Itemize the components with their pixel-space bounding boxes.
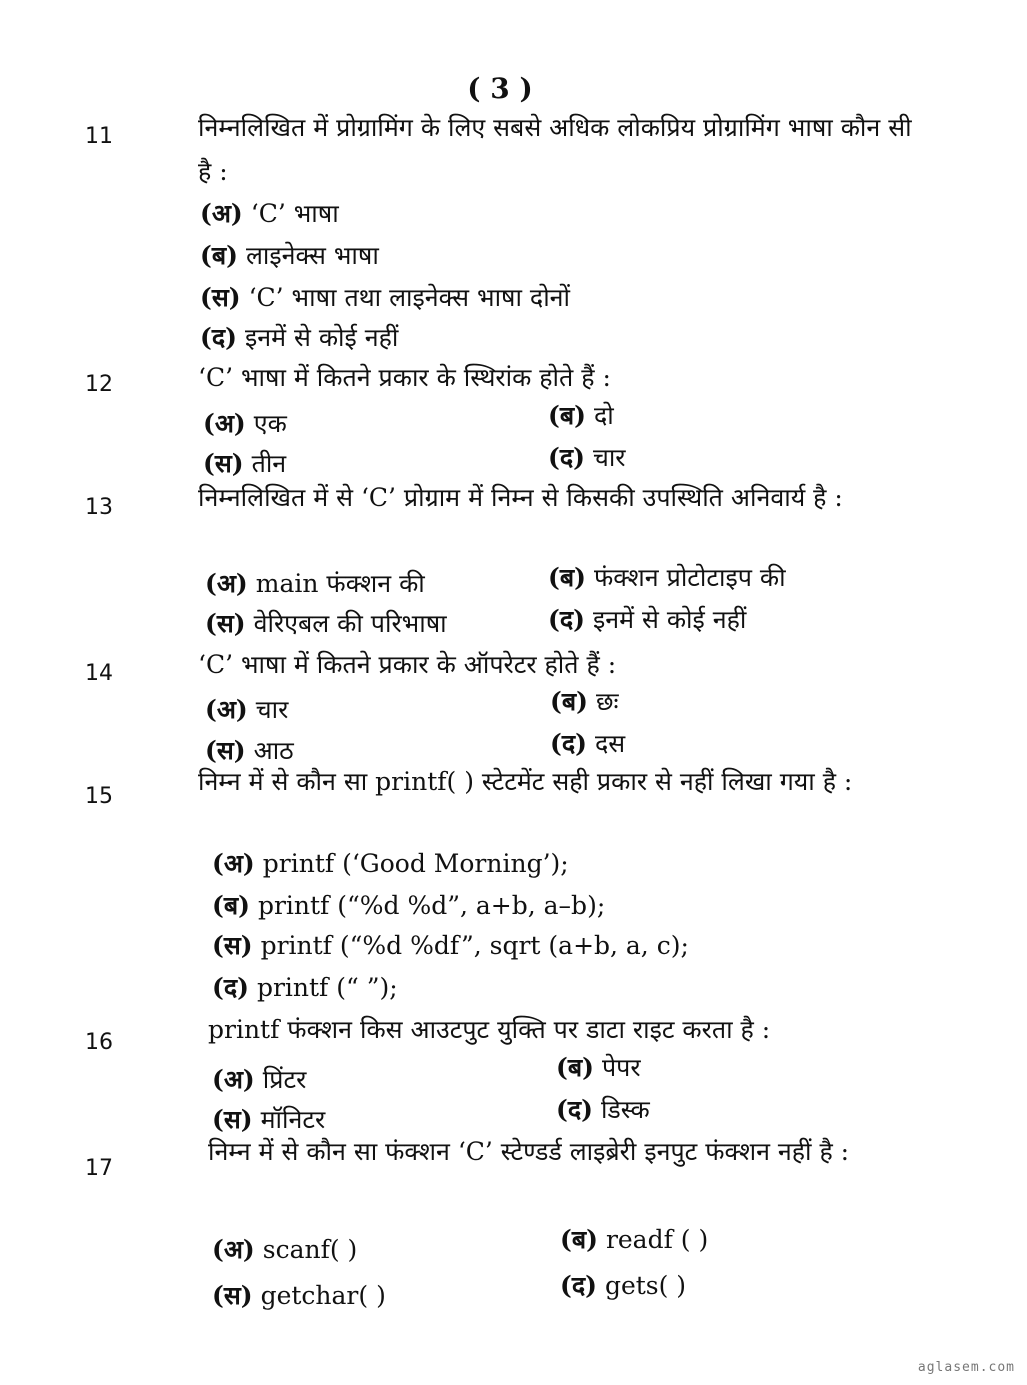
option [550, 726, 625, 760]
option [550, 684, 619, 718]
option [203, 406, 287, 440]
option-text: दो [593, 401, 614, 430]
question-number: 16 [85, 1030, 113, 1055]
option-text: मॉनिटर [260, 1105, 326, 1134]
question-text: निम्नलिखित में प्रोग्रामिंग के लिए सबसे अधिक लोकप्रिय प्रोग्रामिंग भाषा कौन सी है : [198, 113, 912, 186]
option-text: आठ [253, 736, 294, 765]
option-mark: (ब) [556, 1053, 594, 1082]
page-number: ( 3 ) [467, 72, 533, 105]
option-mark: (स) [200, 283, 241, 312]
option [212, 888, 605, 922]
option [212, 928, 689, 962]
question-number: 12 [85, 372, 113, 397]
option-text: gets( ) [604, 1271, 687, 1300]
option-text: फंक्शन प्रोटोटाइप की [593, 563, 786, 592]
option-text: वेरिएबल की परिभाषा [253, 609, 447, 638]
option-mark: (अ) [205, 695, 248, 724]
option-mark: (द) [550, 729, 587, 758]
option-mark: (द) [212, 973, 249, 1002]
option-text: main फंक्शन की [255, 569, 425, 598]
option-text: चार [592, 443, 626, 472]
option [205, 692, 288, 726]
option-mark: (स) [205, 736, 246, 765]
question-number: 14 [85, 661, 113, 686]
option-text: डिस्क [600, 1095, 650, 1124]
option-text: printf (“%d %d”, a+b, a–b); [257, 891, 606, 920]
option-text: scanf( ) [262, 1235, 358, 1264]
question-number: 15 [85, 784, 113, 809]
option-mark: (अ) [205, 569, 248, 598]
option [212, 1278, 386, 1312]
option-mark: (स) [212, 1281, 253, 1310]
option-mark: (द) [548, 605, 585, 634]
option [200, 320, 398, 354]
option [548, 398, 614, 432]
option-mark: (ब) [560, 1225, 598, 1254]
option [200, 196, 339, 230]
option-mark: (ब) [200, 241, 238, 270]
option-mark: (अ) [212, 849, 255, 878]
option [556, 1050, 641, 1084]
option [212, 1062, 306, 1096]
option-mark: (द) [200, 323, 237, 352]
question-text: printf फंक्शन किस आउटपुट युक्ति पर डाटा राइट करता है : [208, 1015, 771, 1044]
option-text: ‘C’ भाषा [250, 199, 339, 228]
option-mark: (स) [212, 1105, 253, 1134]
option [205, 606, 447, 640]
option-mark: (द) [548, 443, 585, 472]
option-mark: (ब) [548, 563, 586, 592]
option-text: printf (“%d %df”, sqrt (a+b, a, c); [260, 931, 689, 960]
option-text: पेपर [601, 1053, 641, 1082]
option-text: printf (‘Good Morning’); [262, 849, 569, 878]
option [548, 602, 746, 636]
option-text: इनमें से कोई नहीं [244, 323, 399, 352]
question-number: 11 [85, 124, 113, 149]
option-text: एक [253, 409, 287, 438]
option [212, 846, 569, 880]
option-text: प्रिंटर [262, 1065, 307, 1094]
watermark: aglasem.com [917, 1360, 1015, 1375]
option [200, 238, 379, 272]
option-mark: (अ) [212, 1065, 255, 1094]
option [212, 970, 398, 1004]
question-number: 13 [85, 495, 113, 520]
option-mark: (अ) [200, 199, 243, 228]
option-mark: (अ) [203, 409, 246, 438]
option [556, 1092, 650, 1126]
question-text: निम्न में से कौन सा printf( ) स्टेटमेंट सही प्रकार से नहीं लिखा गया है : [198, 767, 853, 796]
option-mark: (स) [212, 931, 253, 960]
option-mark: (द) [556, 1095, 593, 1124]
option-mark: (स) [205, 609, 246, 638]
question-number: 17 [85, 1156, 113, 1181]
question-text: ‘C’ भाषा में कितने प्रकार के स्थिरांक होते हैं : [198, 363, 611, 392]
option-text: चार [255, 695, 289, 724]
option [560, 1222, 708, 1256]
option [205, 566, 425, 600]
option [203, 446, 286, 480]
option [548, 560, 786, 594]
option [560, 1268, 686, 1302]
option-text: तीन [251, 449, 287, 478]
option-text: इनमें से कोई नहीं [592, 605, 747, 634]
option-text: ‘C’ भाषा तथा लाइनेक्स भाषा दोनों [248, 283, 571, 312]
option-text: छः [595, 687, 619, 716]
option-mark: (अ) [212, 1235, 255, 1264]
question-text: ‘C’ भाषा में कितने प्रकार के ऑपरेटर होते हैं : [198, 650, 617, 679]
option-mark: (स) [203, 449, 244, 478]
option [548, 440, 626, 474]
option-mark: (द) [560, 1271, 597, 1300]
option-text: readf ( ) [605, 1225, 709, 1254]
option-mark: (ब) [548, 401, 586, 430]
option [200, 280, 570, 314]
question-text: निम्नलिखित में से ‘C’ प्रोग्राम में निम्न से किसकी उपस्थिति अनिवार्य है : [198, 483, 843, 512]
option-mark: (ब) [550, 687, 588, 716]
option-text: दस [594, 729, 626, 758]
option-mark: (ब) [212, 891, 250, 920]
question-text: निम्न में से कौन सा फंक्शन ‘C’ स्टेण्डर्ड लाइब्रेरी इनपुट फंक्शन नहीं है : [208, 1137, 850, 1166]
option-text: printf (“ ”); [256, 973, 398, 1002]
option-text: getchar( ) [260, 1281, 386, 1310]
option-text: लाइनेक्स भाषा [245, 241, 379, 270]
option [212, 1232, 357, 1266]
